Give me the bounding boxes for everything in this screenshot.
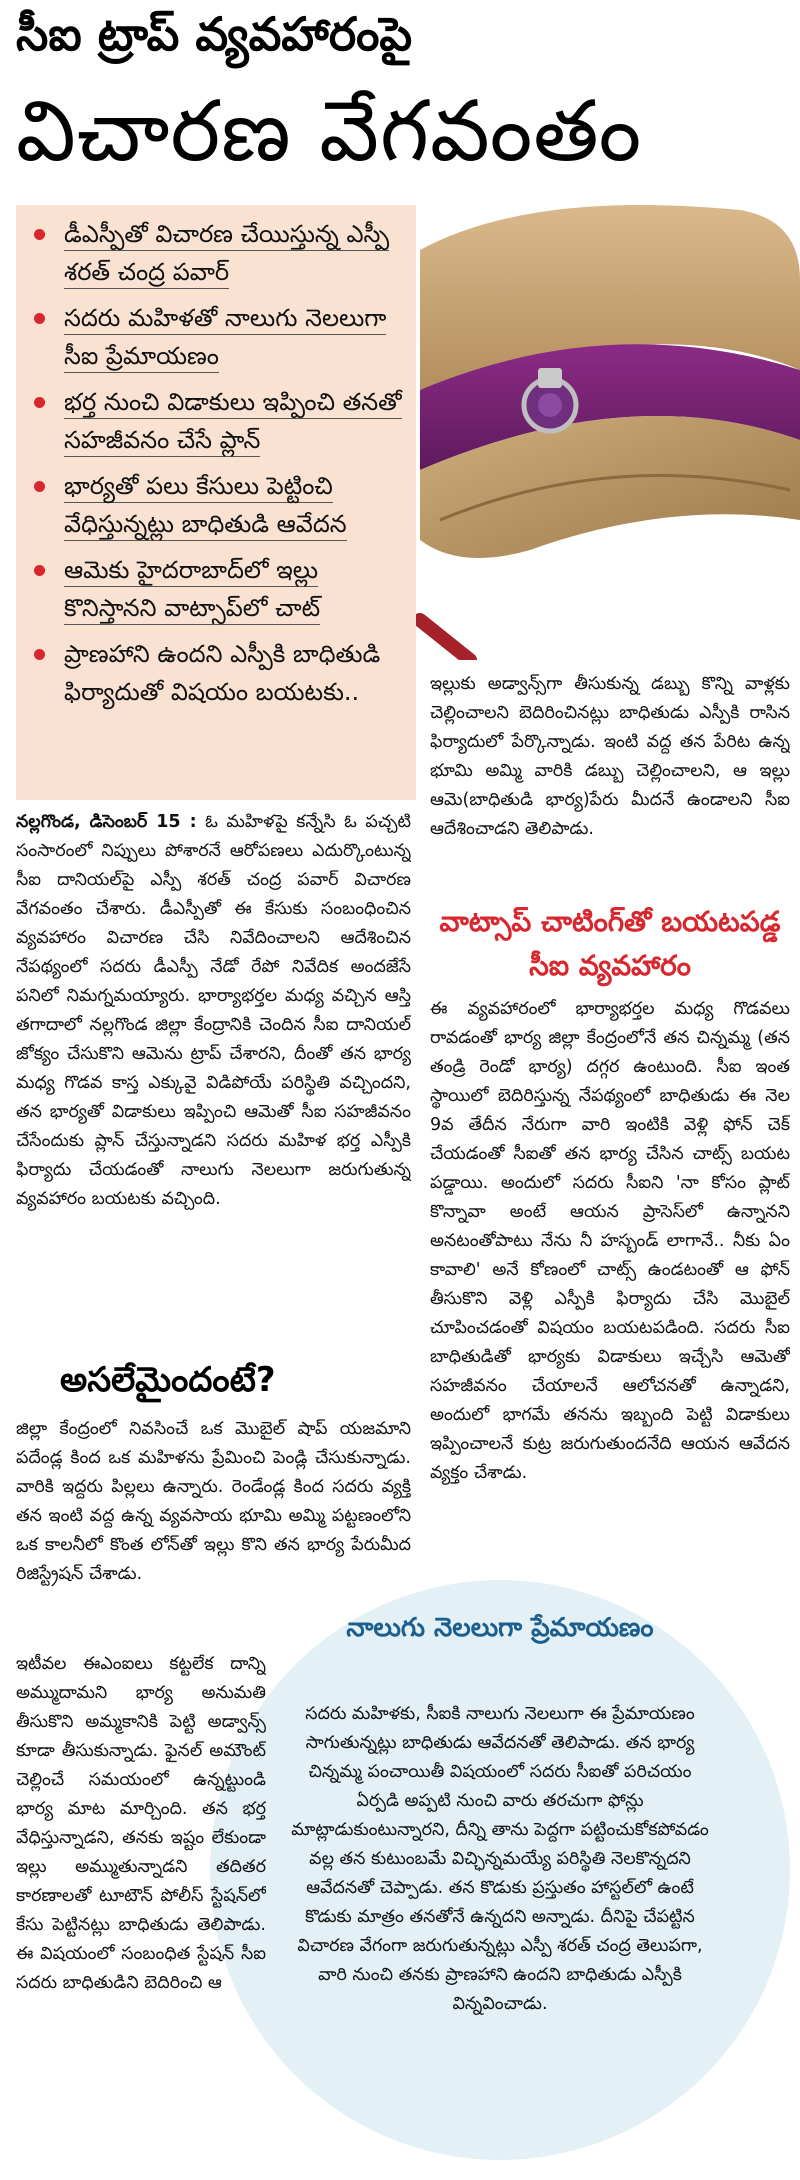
highlight-item: ఆమెకు హైదరాబాద్‌లో ఇల్లు కొనిస్తానని వాట్సాప్‌లో చాట్ <box>30 551 402 627</box>
highlight-item: భర్త నుంచి విడాకులు ఇప్పించి తనతో సహజీవనం చేసే ప్లాన్ <box>30 383 402 459</box>
headline-title: విచారణ వేగవంతం <box>16 82 643 180</box>
article-left-mid: జిల్లా కేంద్రంలో నివసించే ఒక మొబైల్ షాప్ యజమాని పదేండ్ల కింద ఒక మహిళను ప్రేమించి పెండ్లి చేసుకున్నాడు. వారికి ఇద్దరు పిల్లలు ఉన్నారు. రెండేండ్ల కింద సదరు వ్యక్తి తన ఇంటి వద్ద ఉన్న వ్యవసాయ భూమి అమ్మి పట్టణంలోని ఒక కాలనీలో కొంత లోన్‌తో ఇల్లు కొని తన భార్య పేరుమీద రిజిస్ట్రేషన్ చేశాడు. <box>16 1419 411 1584</box>
highlights-box <box>16 205 416 800</box>
sidebar-title: నాలుగు నెలలుగా ప్రేమాయణం <box>346 1613 654 1643</box>
sidebar-text: సదరు మహిళకు, సీఐకి నాలుగు నెలలుగా ఈ ప్రేమాయణం సాగుతున్నట్లు బాధితుడు ఆవేదనతో తెలిపాడు. తన భార్య చిన్నమ్మ పంచాయితీ విషయంలో సదరు సీఐతో పరిచయం ఏర్పడి అప్పటి నుంచి వారు తరచుగా ఫోన్లు మాట్లాడుకుంటున్నారని, దీన్ని తాను పెద్దగా పట్టించుకోకపోవడం వల్ల తన కుటుంబమే విచ్ఛిన్నమయ్యే పరిస్థితి నెలకొన్నదని ఆవేదనతో చెప్పాడు. తన కొడుకు ప్రస్తుతం హాస్టల్‌లో ఉంటే కొడుకు మాత్రం తనతోనే ఉన్నదని అన్నాడు. దీనిపై చేపట్టిన విచారణ వేగంగా జరుగుతున్నట్లు ఎస్పీ శరత్ చంద్ర తెలుపగా, వారి నుంచి తనకు ప్రాణహాని ఉందని బాధితుడు ఎస్పీకి విన్నవించాడు. <box>291 1704 709 2014</box>
article-right-top: ఇల్లుకు అడ్వాన్స్‌గా తీసుకున్న డబ్బు కొన్ని వాళ్లకు చెల్లించాలని బెదిరించినట్లు బాధితుడు ఎస్పీకి రాసిన ఫిర్యాదులో పేర్కొన్నాడు. ఇంటి వద్ద తన పేరిట ఉన్న భూమి అమ్మి వారికి డబ్బు చెల్లించాలని, ఆ ఇల్లు ఆమె(బాధితుడి భార్య)పేరు మీదనే ఉండాలని సీఐ ఆదేశించాడని తెలిపాడు. <box>430 674 790 839</box>
subhead-what-happened: అసలేమైందంటే? <box>60 1360 276 1400</box>
highlight-item: డీఎస్పీతో విచారణ చేయిస్తున్న ఎస్పీ శరత్ చంద్ర పవార్ <box>30 215 402 291</box>
headline-kicker: సీఐ ట్రాప్ వ్యవహారంపై <box>16 7 413 61</box>
highlight-item: భార్యతో పలు కేసులు పెట్టించి వేధిస్తున్నట్లు బాధితుడి ఆవేదన <box>30 467 402 543</box>
dateline: నల్లగొండ, డిసెంబర్ 15 : <box>16 812 197 832</box>
highlight-item: ప్రాణహాని ఉందని ఎస్పీకి బాధితుడి ఫిర్యాదుతో విషయం బయటకు.. <box>30 635 402 711</box>
subhead-whatsapp-chat: వాట్సాప్ చాటింగ్‌తో బయటపడ్డ సీఐ వ్యవహారం <box>439 905 781 982</box>
highlight-item: సదరు మహిళతో నాలుగు నెలలుగా సీఐ ప్రేమాయణం <box>30 299 402 375</box>
article-left-bottom: ఇటీవల ఈఎంఐలు కట్టలేక దాన్ని అమ్ముదామని భార్య అనుమతి తీసుకొని అమ్మకానికి పెట్టి అడ్వాన్స్ కూడా తీసుకున్నాడు. ఫైనల్ అమౌంట్ చెల్లించే సమయంలో ఉన్నట్టుండి భార్య మాట మార్చింది. తన భర్త వేధిస్తున్నాడని, తనకు ఇష్టం లేకుండా ఇల్లు అమ్ముతున్నాడని తదితర కారణాలతో టూటౌన్ పోలీస్ స్టేషన్‌లో కేసు పెట్టినట్లు బాధితుడు తెలిపాడు. ఈ విషయంలో సంబంధిత స్టేషన్ సీఐ సదరు బాధితుడిని బెదిరించి ఆ <box>16 1654 266 1993</box>
intro-text: ఓ మహిళపై కన్నేసి ఓ పచ్చటి సంసారంలో నిప్పులు పోశారనే ఆరోపణలు ఎదుర్కొంటున్న సీఐ దానియల్‌పై ఎస్పీ శరత్ చంద్ర పవార్ విచారణ వేగవంతం చేశారు. డీఎస్పీతో ఈ కేసుకు సంబంధించిన వ్యవహారం విచారణ చేసి నివేదించాలని ఆదేశించిన నేపథ్యంలో సదరు డీఎస్పీ నేడో రేపో నివేదిక అందజేసే పనిలో నిమగ్నమయ్యారు. భార్యాభర్తల మధ్య వచ్చిన ఆస్తి తగాదాలో నల్లగొండ జిల్లా కేంద్రానికి చెందిన సీఐ దానియల్ జోక్యం చేసుకొని ఆమెను ట్రాప్ చేశారని, దీంతో తన భార్య మధ్య గొడవ కాస్త ఎక్కువై విడిపోయే పరిస్థితి వచ్చిందని, తన భార్యతో విడాకులు ఇప్పించి ఆమెతో సీఐ సహజీవనం చేసేందుకు ప్లాన్ చేస్తున్నాడని సదరు మహిళ భర్త ఎస్పీకి ఫిర్యాదు చేయడంతో నాలుగు నెలలుగా జరుగుతున్న వ్యవహారం బయటకు వచ్చింది. <box>16 812 411 1209</box>
police-cap-image <box>410 190 800 660</box>
article-right-mid: ఈ వ్యవహారంలో భార్యాభర్తల మధ్య గొడవలు రావడంతో భార్య జిల్లా కేంద్రంలోనే తన చిన్నమ్మ (తన తండ్రి రెండో భార్య) దగ్గర ఉంటుంది. సీఐ ఇంత స్థాయిలో బెదిరిస్తున్న నేపథ్యంలో బాధితుడు ఈ నెల 9వ తేదీన నేరుగా వారి ఇంటికి వెళ్లి ఫోన్ చెక్ చేయడంతో సీఐతో తన భార్య చేసిన చాట్స్ బయట పడ్డాయి. అందులో సదరు సీఐని 'నా కోసం ప్లాట్ కొన్నావా అంటే ఆయన ప్రాసెస్‌లో ఉన్నానని అనటంతోపాటు నేను నీ హస్బండ్ లాగానే.. నీకు ఏం కావాలి' అనే కోణంలో చాట్స్ ఉండటంతో ఆ ఫోన్ తీసుకొని వెళ్లి ఎస్పీకి ఫిర్యాదు చేసి మొబైల్ చూపించడంతో విషయం బయటపడింది. సదరు సీఐ బాధితుడితో భార్యకు విడాకులు ఇచ్చేసి ఆమెతో సహజీవనం చేయాలనే ఆలోచనతో ఉన్నాడని, అందులో భాగమే తనను ఇబ్బంది పెట్టి విడాకులు ఇప్పించాలనే కుట్ర జరుగుతుందనేది ఆయన ఆవేదన వ్యక్తం చేశాడు. <box>430 999 790 1483</box>
article-intro <box>16 808 411 1348</box>
